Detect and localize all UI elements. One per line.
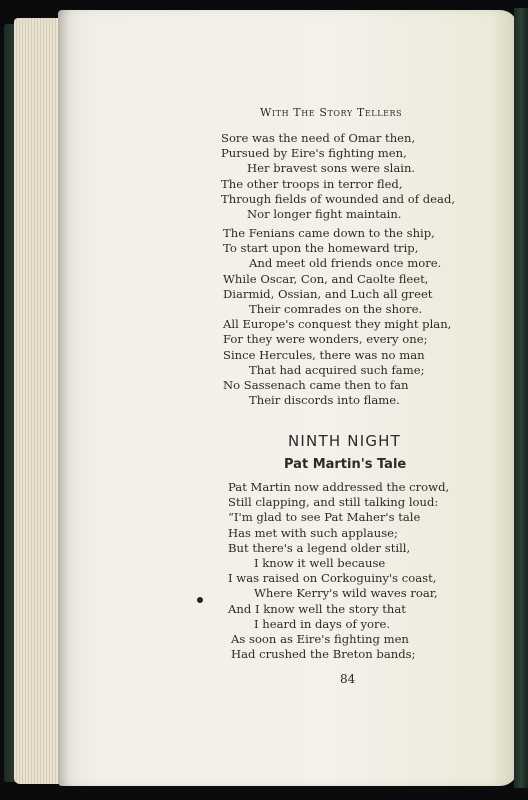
poem-line: The other troops in terror fled, bbox=[221, 176, 403, 191]
poem-line: Has met with such applause; bbox=[228, 525, 398, 540]
poem-line: Pat Martin now addressed the crowd, bbox=[228, 480, 450, 494]
poem-line: Her bravest sons were slain. bbox=[247, 161, 416, 176]
stanza-4 bbox=[231, 632, 415, 662]
poem-line: Since Hercules, there was no man bbox=[223, 347, 425, 362]
poem-line: All Europe's conquest they might plan, bbox=[223, 317, 452, 332]
poem-line: For they were wonders, every one; bbox=[223, 332, 428, 347]
poem-line: While Oscar, Con, and Caolte fleet, bbox=[223, 271, 429, 286]
poem-line: Diarmid, Ossian, and Luch all greet bbox=[223, 286, 433, 301]
poem-line: Their comrades on the shore. bbox=[249, 301, 423, 316]
poem-line: I heard in days of yore. bbox=[254, 616, 391, 631]
page-edges bbox=[14, 18, 64, 784]
book-cover-right bbox=[514, 8, 528, 788]
tale-title: Pat Martin's Tale bbox=[284, 457, 407, 472]
poem-line: And meet old friends once more. bbox=[249, 256, 442, 271]
poem-line: “I'm glad to see Pat Maher's tale bbox=[228, 510, 421, 525]
poem-line: But there's a legend older still, bbox=[228, 540, 411, 555]
poem-line: I was raised on Corkoguiny's coast, bbox=[228, 571, 437, 586]
poem-line: Had crushed the Breton bands; bbox=[231, 647, 416, 662]
poem-line: Where Kerry's wild waves roar, bbox=[254, 586, 438, 601]
binding-hole bbox=[197, 597, 203, 603]
poem-line: Pursued by Eire's fighting men, bbox=[221, 146, 407, 161]
poem-line: To start upon the homeward trip, bbox=[223, 241, 419, 256]
stanza-3 bbox=[228, 480, 449, 632]
poem-line: I know it well because bbox=[254, 555, 386, 570]
poem-line: Nor longer fight maintain. bbox=[247, 206, 402, 221]
poem-line: The Fenians came down to the ship, bbox=[223, 226, 435, 240]
page-number: 84 bbox=[340, 672, 356, 686]
stanza-2 bbox=[223, 226, 451, 408]
poem-line: Their discords into flame. bbox=[249, 393, 400, 408]
poem-line: And I know well the story that bbox=[228, 601, 406, 616]
section-title: NINTH NIGHT bbox=[288, 432, 401, 450]
poem-line: That had acquired such fame; bbox=[249, 362, 425, 377]
poem-line: As soon as Eire's fighting men bbox=[231, 632, 409, 646]
poem-line: No Sassenach came then to fan bbox=[223, 377, 409, 392]
poem-line: Through fields of wounded and of dead, bbox=[221, 191, 456, 206]
poem-line: Sore was the need of Omar then, bbox=[221, 131, 416, 145]
running-head: With The Story Tellers bbox=[260, 106, 403, 119]
poem-line: Still clapping, and still talking loud: bbox=[228, 495, 439, 510]
stanza-1 bbox=[221, 131, 455, 222]
